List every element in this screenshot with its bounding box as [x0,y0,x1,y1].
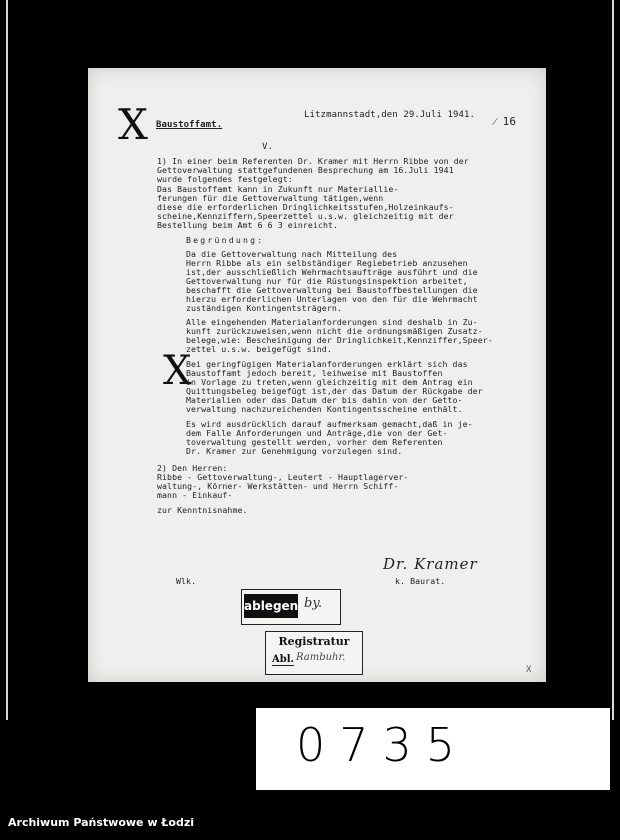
para5-line: Es wird ausdrücklich darauf aufmerksam gemacht,daß in je- [186,419,473,429]
begruendung-heading: Begründung: [186,235,265,245]
para4-line: Bei geringfügigen Materialanforderungen erklärt sich das [186,359,468,369]
para4-line: Quittungsbeleg beigefügt ist,der das Datum der Rückgabe der [186,386,483,396]
corner-mark: ⁄ 16 [494,115,517,128]
para2-line: Da die Gettoverwaltung nach Mitteilung des [186,249,398,259]
para4-line: verwaltung nachzureichenden Kontingentsscheine enthält. [186,404,463,414]
para6-line: Ribbe - Gettoverwaltung-, Leutert - Hauptlagerver- [157,472,409,482]
registratur-stamp-handwriting: Rambuhr. [296,652,346,663]
registratur-stamp-title: Registratur [278,635,350,648]
para1-line: Das Baustoffamt kann in Zukunft nur Materiallie- [157,184,399,194]
para2-line: hierzu erforderlichen Unterlagen von den für die Wehrmacht [186,294,478,304]
para6-line: mann - Einkauf- [157,490,233,500]
para2-line: Gettoverwaltung nur für die Rüstungsinspektion arbeitet, [186,276,468,286]
signature-title: k. Baurat. [395,576,446,586]
para6-line: waltung-, Körner- Werkstätten- und Herrn Schiff- [157,481,399,491]
corner-x: X [526,665,532,675]
header-department: Baustoffamt. [156,120,223,130]
handwritten-signature: Dr. Kramer [383,555,478,573]
para6-line: 2) Den Herren: [157,463,228,473]
para1-line: Bestellung beim Amt 6 6 3 einreicht. [157,220,339,230]
para3-line: Alle eingehenden Materialanforderungen sind deshalb in Zu- [186,317,478,327]
ablegen-stamp-label: ablegen [244,594,298,618]
para5-line: dem Falle Anforderungen und Anträge,die von der Get- [186,428,448,438]
header-place-date: Litzmannstadt,den 29.Juli 1941. [304,110,476,120]
para4-line: Materialien oder das Datum der bis dahin von der Getto- [186,395,463,405]
archive-name: Archiwum Państwowe w Łodzi [8,816,195,829]
para1-line: wurde folgendes festgelegt: [157,174,293,184]
para5-line: toverwaltung gestellt werden, vorher dem Referenten [186,437,443,447]
para1-line: ferungen für die Gettoverwaltung tätigen,wenn [157,193,384,203]
section-number: V. [262,142,274,152]
para4-line: in Vorlage zu treten,wenn gleichzeitig mit dem Antrag ein [186,377,473,387]
ablegen-stamp-handwriting: by. [304,596,323,611]
archive-footer [0,802,620,840]
handwritten-x-mark-top: X [118,100,148,149]
para4-line: Baustoffamt jedoch bereit, leihweise mit Baustoffen [186,368,443,378]
para3-line: zettel u.s.w. beigefügt sind. [186,344,332,354]
handwritten-x-mark-middle: X [163,348,192,394]
ablegen-stamp [241,589,341,625]
para3-line: belege,wie: Bescheinigung der Dringlichkeit,Kennziffer,Speer- [186,335,493,345]
para1-line: Gettoverwaltung stattgefundenen Besprechung am 16.Juli 1941 [157,165,454,175]
para6-line: zur Kenntnisnahme. [157,505,248,515]
para1-line: scheine,Kennziffern,Speerzettel u.s.w. gleichzeitig mit der [157,211,454,221]
para2-line: zuständigen Kontingentsträgern. [186,303,342,313]
film-edge-left [6,0,8,720]
para2-line: ist,der ausschließlich Wehrmachtsaufträge ausführt und die [186,267,478,277]
film-edge-right [612,0,614,720]
frame-number: 0735 [296,718,470,772]
para2-line: beschafft die Gettoverwaltung bei Baustoffbestellungen die [186,285,478,295]
registratur-stamp [265,631,363,675]
para2-line: Herrn Ribbe als ein selbständiger Regiebetrieb anzusehen [186,258,468,268]
para3-line: kunft zurückzuweisen,wenn nicht die ordnungsmäßigen Zusatz- [186,326,483,336]
typist-initials: Wlk. [176,576,197,586]
para1-line: 1) In einer beim Referenten Dr. Kramer mit Herrn Ribbe von der [157,156,469,166]
frame-number-strip [256,708,610,790]
registratur-stamp-abl: Abl. [272,654,295,665]
para5-line: Dr. Kramer zur Genehmigung vorzulegen sind. [186,446,403,456]
para1-line: diese die erforderlichen Dringlichkeitsstufen,Holzeinkaufs- [157,202,454,212]
